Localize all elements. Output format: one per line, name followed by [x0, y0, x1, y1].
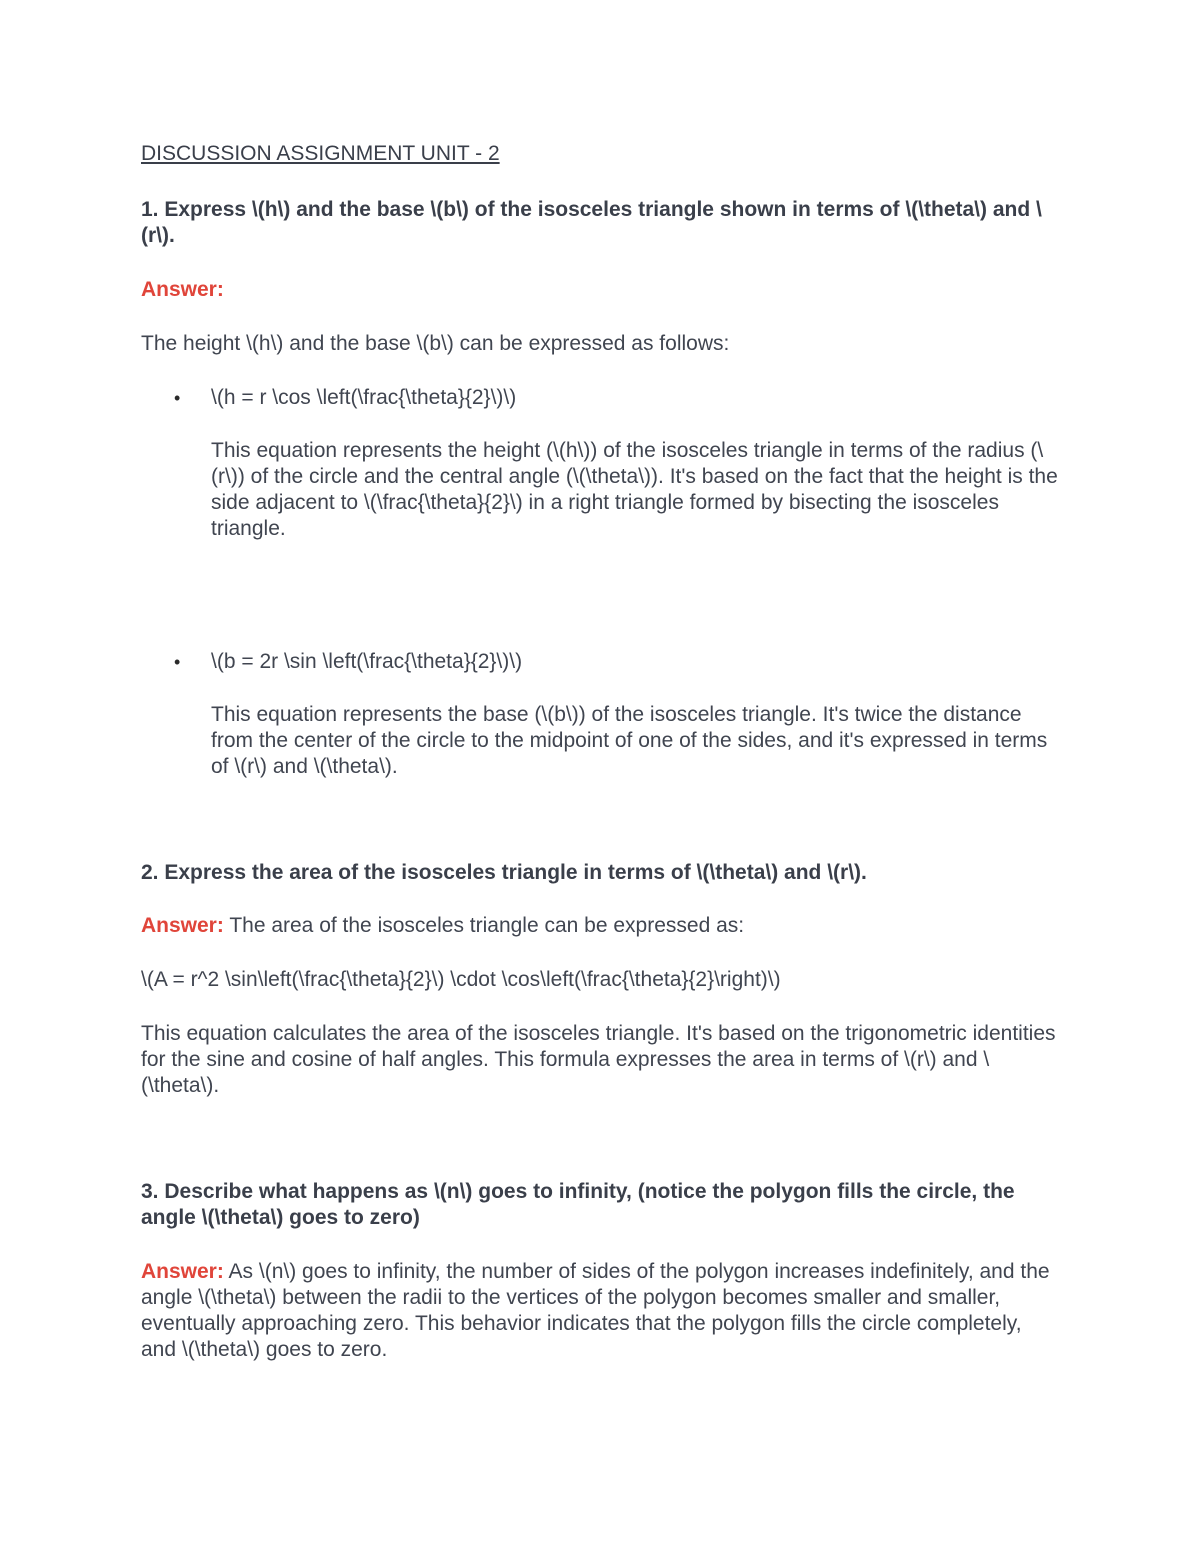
- base-description: This equation represents the base (\(b\)) of the isosceles triangle. It's twice the distance from the center of the circle to the midpoint of one of the sides, and it's expressed in terms of \(r\) and \(\theta\).: [211, 703, 1048, 778]
- bullet-icon: •: [174, 388, 181, 408]
- area-equation: \(A = r^2 \sin\left(\frac{\theta}{2}\) \cdot \cos\left(\frac{\theta}{2}\right)\): [141, 968, 781, 991]
- height-description: This equation represents the height (\(h\)) of the isosceles triangle in terms of the radius (\(r\)) of the circle and the central angle (\(\theta\)). It's based on the fact that the height is the side adjacent to \(\frac{\theta}{2}\) in a right triangle formed by bisecting the isosceles triangle.: [211, 439, 1058, 540]
- question-1: 1. Express \(h\) and the base \(b\) of the isosceles triangle shown in terms of \(\theta\) and \(r\).: [141, 198, 1042, 247]
- area-explanation: This equation calculates the area of the isosceles triangle. It's based on the trigonometric identities for the sine and cosine of half angles. This formula expresses the area in terms of \(r\) and \(\theta\).: [141, 1022, 1056, 1097]
- document-page: [141, 140, 1061, 1391]
- document-title: DISCUSSION ASSIGNMENT UNIT - 2: [141, 142, 500, 165]
- answer-label: Answer:: [141, 278, 224, 301]
- list-item: [141, 649, 1061, 780]
- list-item: [141, 385, 1061, 542]
- question-2: 2. Express the area of the isosceles triangle in terms of \(\theta\) and \(r\).: [141, 861, 867, 884]
- answer-label: Answer:: [141, 1260, 224, 1283]
- height-equation: \(h = r \cos \left(\frac{\theta}{2}\)\): [211, 386, 517, 409]
- answer-2-text: The area of the isosceles triangle can be expressed as:: [223, 914, 745, 937]
- answer-1-intro: The height \(h\) and the base \(b\) can be expressed as follows:: [141, 332, 730, 355]
- answer-3-text: As \(n\) goes to infinity, the number of sides of the polygon increases indefinitely, and the angle \(\theta\) between the radii to the vertices of the polygon becomes smaller and smaller, eventually approaching zero. This behavior indicates that the polygon fills the circle completely, and \(\theta\) goes to zero.: [141, 1260, 1050, 1361]
- answer-label: Answer:: [141, 914, 224, 937]
- answer-3: [141, 1259, 1061, 1363]
- answer-1-label: [141, 277, 1061, 303]
- base-equation: \(b = 2r \sin \left(\frac{\theta}{2}\)\): [211, 650, 523, 673]
- question-3: 3. Describe what happens as \(n\) goes to infinity, (notice the polygon fills the circle, the angle \(\theta\) goes to zero): [141, 1180, 1015, 1229]
- bullet-icon: •: [174, 652, 181, 672]
- answer-2: [141, 913, 1061, 939]
